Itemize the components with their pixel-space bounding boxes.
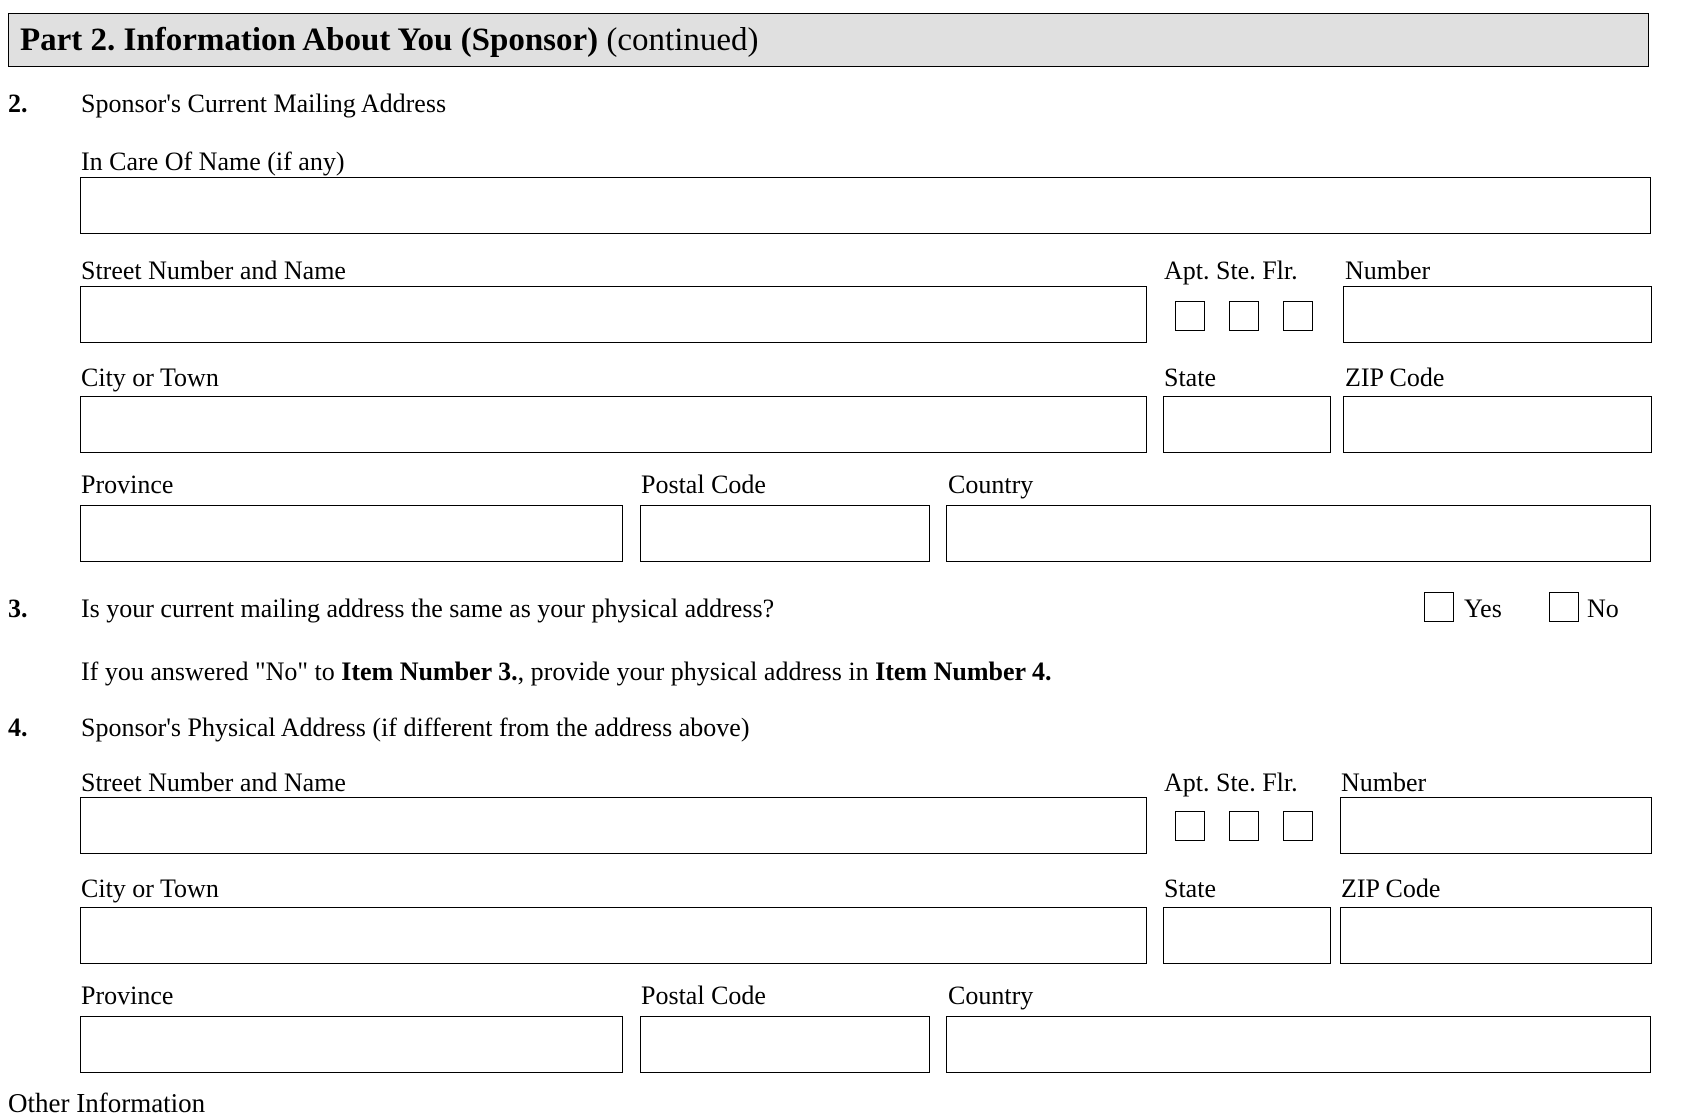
mailing-street-field[interactable] bbox=[80, 286, 1147, 343]
physical-state-field[interactable] bbox=[1163, 907, 1331, 964]
same-address-no-checkbox[interactable] bbox=[1549, 592, 1579, 622]
mailing-province-field[interactable] bbox=[80, 505, 623, 562]
physical-province-label: Province bbox=[81, 981, 174, 1010]
part-title bbox=[20, 22, 759, 59]
physical-city-field[interactable] bbox=[80, 907, 1147, 964]
physical-zip-label: ZIP Code bbox=[1341, 874, 1441, 903]
physical-country-label: Country bbox=[948, 981, 1034, 1010]
physical-street-field[interactable] bbox=[80, 797, 1147, 854]
physical-province-field[interactable] bbox=[80, 1016, 623, 1073]
item-4-number: 4. bbox=[8, 713, 28, 742]
mailing-zip-label: ZIP Code bbox=[1345, 363, 1445, 392]
mailing-flr-checkbox[interactable] bbox=[1283, 301, 1313, 331]
physical-postal-label: Postal Code bbox=[641, 981, 766, 1010]
item-3-question: Is your current mailing address the same as your physical address? bbox=[81, 594, 775, 623]
mailing-street-label: Street Number and Name bbox=[81, 256, 346, 285]
instruction-text-2: , provide your physical address in bbox=[517, 657, 876, 686]
item-2-title: Sponsor's Current Mailing Address bbox=[81, 89, 447, 118]
same-address-yes-label: Yes bbox=[1464, 594, 1502, 623]
physical-country-field[interactable] bbox=[946, 1016, 1651, 1073]
in-care-of-label: In Care Of Name (if any) bbox=[81, 147, 345, 176]
mailing-state-label: State bbox=[1164, 363, 1216, 392]
physical-apt-checkbox[interactable] bbox=[1175, 811, 1205, 841]
mailing-postal-label: Postal Code bbox=[641, 470, 766, 499]
in-care-of-field[interactable] bbox=[80, 177, 1651, 234]
item-3-instruction bbox=[81, 657, 1052, 687]
mailing-city-field[interactable] bbox=[80, 396, 1147, 453]
item-4-title: Sponsor's Physical Address (if different from the address above) bbox=[81, 713, 750, 742]
physical-unit-number-field[interactable] bbox=[1340, 797, 1652, 854]
physical-state-label: State bbox=[1164, 874, 1216, 903]
same-address-yes-checkbox[interactable] bbox=[1424, 592, 1454, 622]
mailing-zip-field[interactable] bbox=[1343, 396, 1652, 453]
mailing-country-field[interactable] bbox=[946, 505, 1651, 562]
physical-unit-type-label: Apt. Ste. Flr. bbox=[1164, 768, 1298, 797]
mailing-state-field[interactable] bbox=[1163, 396, 1331, 453]
physical-unit-number-label: Number bbox=[1341, 768, 1427, 797]
mailing-apt-checkbox[interactable] bbox=[1175, 301, 1205, 331]
physical-flr-checkbox[interactable] bbox=[1283, 811, 1313, 841]
physical-zip-field[interactable] bbox=[1340, 907, 1652, 964]
physical-city-label: City or Town bbox=[81, 874, 219, 903]
mailing-unit-number-label: Number bbox=[1345, 256, 1431, 285]
part-title-continued: (continued) bbox=[598, 22, 759, 58]
item-3-number: 3. bbox=[8, 594, 28, 623]
mailing-postal-field[interactable] bbox=[640, 505, 930, 562]
instruction-text-1: If you answered "No" to bbox=[81, 657, 342, 686]
mailing-country-label: Country bbox=[948, 470, 1034, 499]
other-information-heading: Other Information bbox=[8, 1088, 206, 1118]
mailing-unit-number-field[interactable] bbox=[1343, 286, 1652, 343]
mailing-unit-type-label: Apt. Ste. Flr. bbox=[1164, 256, 1298, 285]
physical-postal-field[interactable] bbox=[640, 1016, 930, 1073]
physical-ste-checkbox[interactable] bbox=[1229, 811, 1259, 841]
same-address-no-label: No bbox=[1587, 594, 1619, 623]
instruction-ref-item-4: Item Number 4. bbox=[875, 657, 1052, 686]
instruction-ref-item-3: Item Number 3. bbox=[341, 657, 518, 686]
item-2-number: 2. bbox=[8, 89, 28, 118]
mailing-ste-checkbox[interactable] bbox=[1229, 301, 1259, 331]
mailing-city-label: City or Town bbox=[81, 363, 219, 392]
physical-street-label: Street Number and Name bbox=[81, 768, 346, 797]
mailing-province-label: Province bbox=[81, 470, 174, 499]
part-header bbox=[8, 13, 1649, 67]
part-title-bold: Part 2. Information About You (Sponsor) bbox=[20, 22, 599, 58]
